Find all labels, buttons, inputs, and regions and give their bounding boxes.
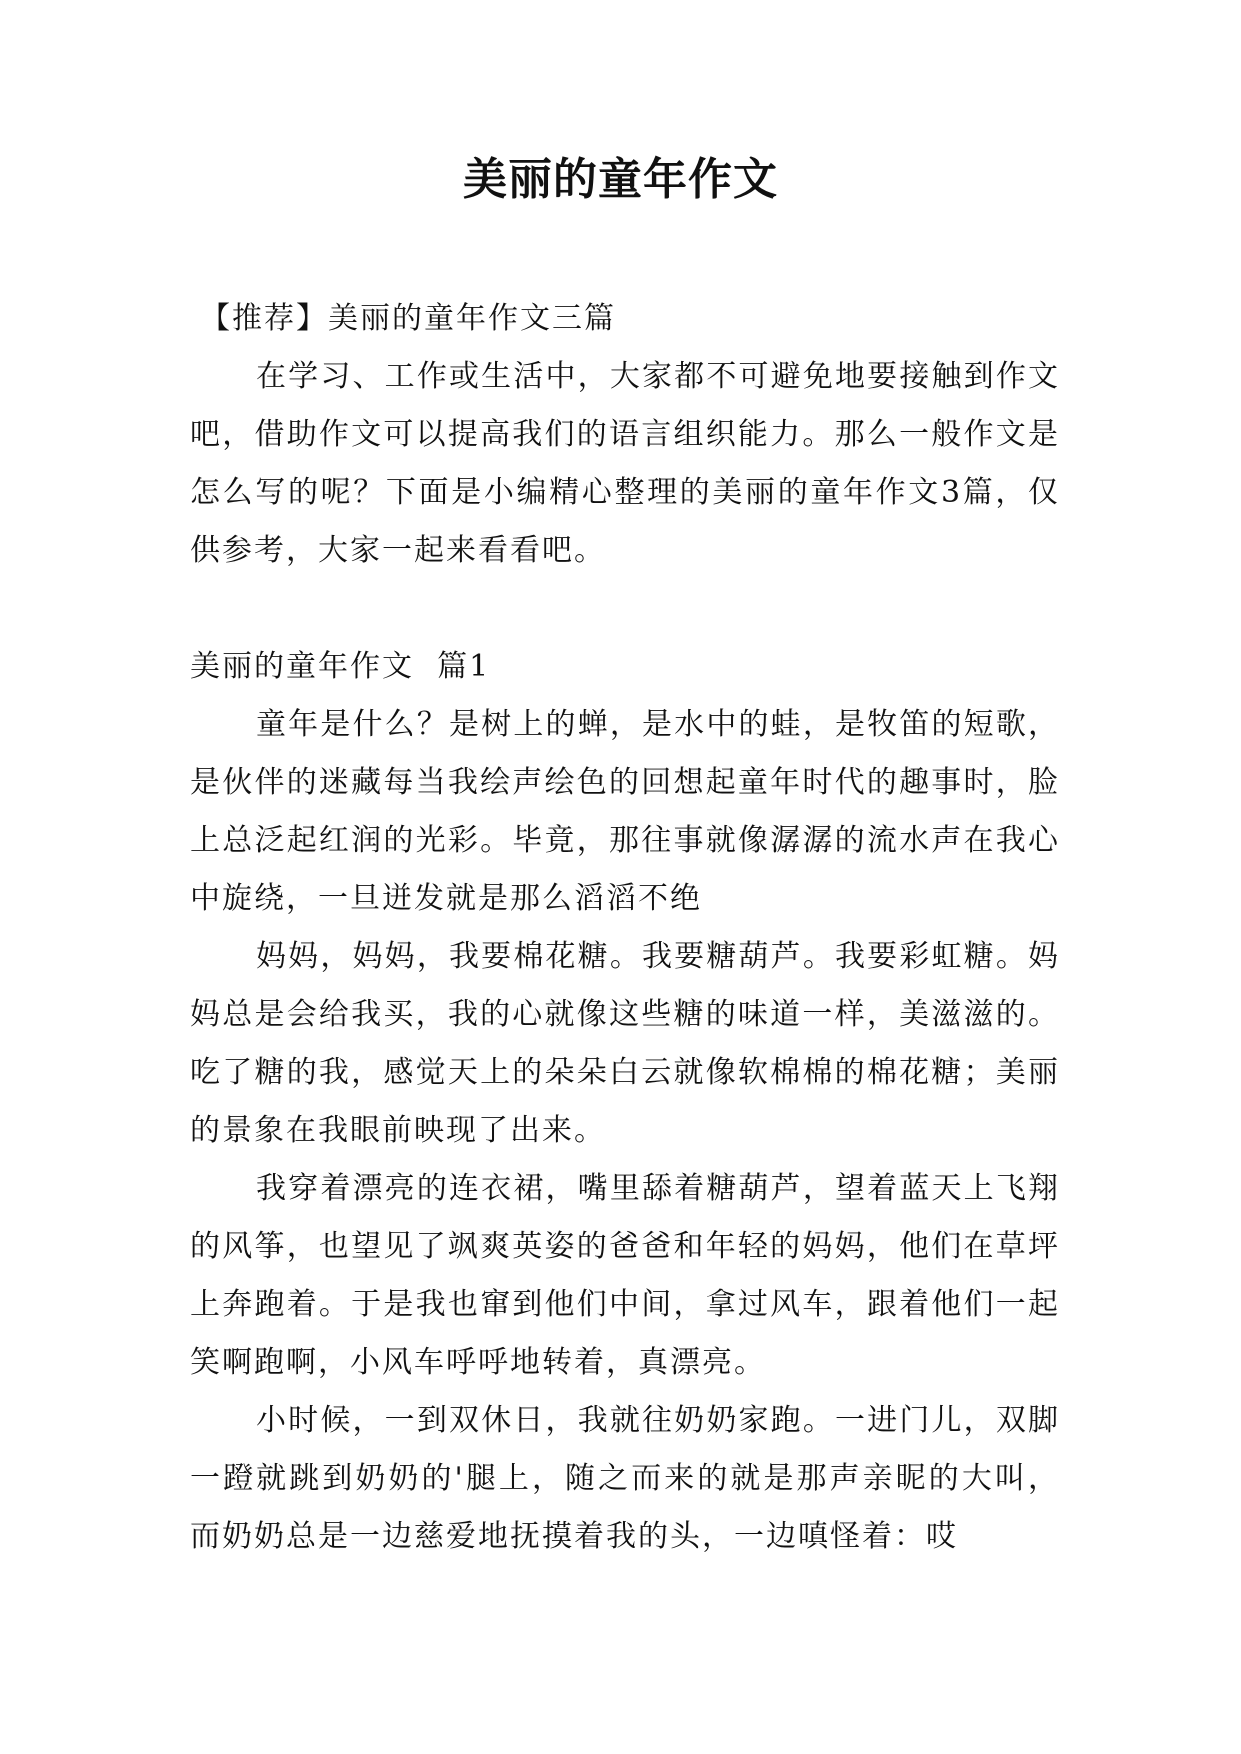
body-paragraph: 小时候，一到双休日，我就往奶奶家跑。一进门儿，双脚一蹬就跳到奶奶的'腿上，随之而来的就是那声亲昵的大叫，而奶奶总是一边慈爱地抚摸着我的头，一边嗔怪着：哎 [190, 1403, 1060, 1554]
section-heading: 美丽的童年作文 篇1 [190, 649, 491, 684]
intro-paragraph: 在学习、工作或生活中，大家都不可避免地要接触到作文吧，借助作文可以提高我们的语言组织能力。那么一般作文是怎么写的呢？下面是小编精心整理的美丽的童年作文3篇，仅供参考，大家一起来看看吧。 [190, 359, 1060, 568]
document-subtitle: 【推荐】美丽的童年作文三篇 [200, 301, 616, 336]
document-title: 美丽的童年作文 [463, 154, 778, 205]
body-paragraph: 童年是什么？是树上的蝉，是水中的蛙，是牧笛的短歌，是伙伴的迷藏每当我绘声绘色的回想起童年时代的趣事时，脸上总泛起红润的光彩。毕竟，那往事就像潺潺的流水声在我心中旋绕，一旦迸发就是那么滔滔不绝 [190, 707, 1060, 916]
document-body [190, 290, 1060, 1566]
body-paragraph: 我穿着漂亮的连衣裙，嘴里舔着糖葫芦，望着蓝天上飞翔的风筝，也望见了飒爽英姿的爸爸和年轻的妈妈，他们在草坪上奔跑着。于是我也窜到他们中间，拿过风车，跟着他们一起笑啊跑啊，小风车呼呼地转着，真漂亮。 [190, 1171, 1060, 1380]
body-paragraph: 妈妈，妈妈，我要棉花糖。我要糖葫芦。我要彩虹糖。妈妈总是会给我买，我的心就像这些糖的味道一样，美滋滋的。吃了糖的我，感觉天上的朵朵白云就像软棉棉的棉花糖；美丽的景象在我眼前映现了出来。 [190, 939, 1060, 1148]
